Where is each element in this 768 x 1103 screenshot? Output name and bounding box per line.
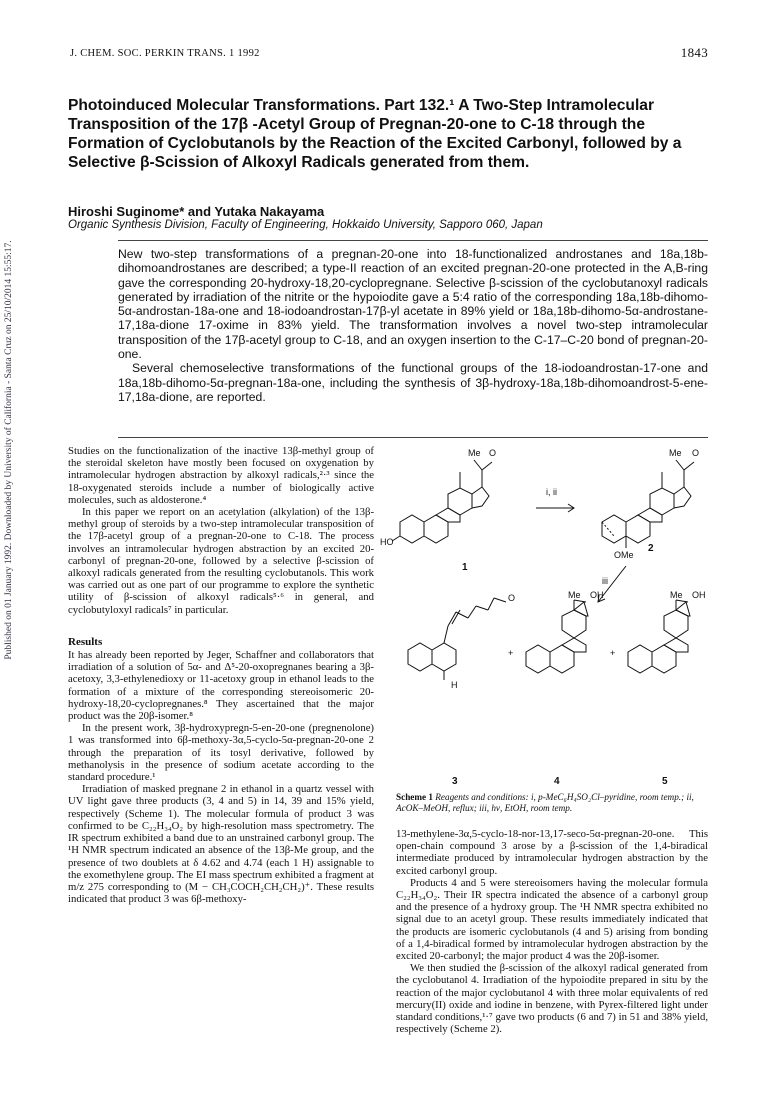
abstract-top-rule (118, 240, 708, 241)
label-oh: OH (590, 590, 604, 600)
right-column (396, 828, 708, 1035)
affiliation: Organic Synthesis Division, Faculty of Engineering, Hokkaido University, Sapporo 060, Japan (68, 219, 543, 231)
body-paragraph: 13-methylene-3α,5-cyclo-18-nor-13,17-seco-5α-pregnan-20-one. This open-chain compound 3 arose by a β-scission of the 1,4-biradical intermediate produced by intramolecular hydrogen abstraction by the excited carbonyl group. (396, 828, 708, 877)
label-h: H (451, 680, 458, 690)
abstract-paragraph: Several chemoselective transformations of the functional groups of the 18-iodoandrostan-17-one and 18a,18b-dihomo-5α-pregnan-18a-one, including the synthesis of 3β-hydroxy-18a,18b-dihomoandrost-5-ene-17,18a-dione, are reported. (118, 361, 708, 404)
compound-number: 3 (452, 776, 458, 787)
section-heading: Results (68, 635, 103, 648)
body-paragraph: We then studied the β-scission of the alkoxyl radical generated from the cyclobutanol 4. Irradiation of the hypoiodite prepared in situ by the reaction of the major cyclobutanol 4 with three molar equivalents of red mercury(II) oxide and iodine in benzene, with Pyrex-filtered light under standard conditions,¹·⁷ gave two products (6 and 7) in 51 and 38% yield, respectively (Scheme 2). (396, 962, 708, 1036)
caption-text: Reagents and conditions: i, p-MeC₆H₄SO₂Cl–pyridine, room temp.; ii, AcOK–MeOH, reflux; iii, hν, EtOH, room temp. (396, 792, 694, 813)
label-o: O (489, 448, 497, 458)
download-note: Published on 01 January 1992. Downloaded by University of California - Santa Cruz on 25/10/2014 15:55:17. (4, 240, 14, 660)
journal-header: J. CHEM. SOC. PERKIN TRANS. 1 1992 (70, 48, 260, 59)
left-column (68, 445, 374, 905)
authors: Hiroshi Suginome* and Yutaka Nakayama (68, 204, 325, 219)
article-title: Photoinduced Molecular Transformations. Part 132.¹ A Two-Step Intramolecular Transposition of the 17β -Acetyl Group of Pregnan-20-one to C-18 through the Formation of Cyclobutanols by the Reaction of the Excited Carbonyl, followed by a Selective β-Scission of Alkoxyl Radicals generated from them. (68, 97, 682, 171)
label-ome: OMe (614, 550, 634, 560)
compound-number: 1 (462, 562, 468, 573)
label-me: Me (669, 448, 682, 458)
reagents-i-ii: i, ii (546, 487, 557, 497)
body-paragraph: Irradiation of masked pregnane 2 in ethanol in a quartz vessel with UV light gave three products (3, 4 and 5) in 14, 39 and 15% yield, respectively (Scheme 1). The molecular formula of product 3 was confirmed to be C₂₂H₃₄O₂ by high-resolution mass spectrometry. The IR spectrum exhibited a band due to an unstrained carbonyl group. The ¹H NMR spectrum indicated an absence of the 13β-Me group, and the presence of two doublets at δ 4.62 and 4.74 (each 1 H) assignable to the exomethylene group. The EI mass spectrum exhibited a fragment at m/z 275 corresponding to (M − CH₃COCH₂CH₂CH₂)⁺. These results indicated that product 3 was 6β-methoxy- (68, 783, 374, 906)
body-paragraph: In this paper we report on an acetylation (alkylation) of the 13β-methyl group of steroids by a two-step intramolecular transposition of the 17β-acetyl group of a pregnan-20-one to C-18. The process involves an intramolecular hydrogen abstraction by an excited 20-carbonyl of pregnan-20-one, followed by a selective β-scission of alkoxyl radicals generated from the resulting cyclobutanols. This work was carried out as one part of our programme to explore the synthetic utility of β-scission of alkoxyl radicals⁵·⁶ in general, and cyclobutyloxyl radicals⁷ in particular. (68, 506, 374, 616)
body-paragraph: It has already been reported by Jeger, Schaffner and collaborators that irradiation of a solution of 5α- and Δ⁵-20-oxopregnanes bearing a 3β-acetoxy, 3,3-ethylenedioxy or 11-acetoxy group in ethanol leads to the formation of a mixture of the corresponding stereoisomeric 20-hydroxy-18,20-cyclopregnanes.⁸ They ascertained that the major product was the 20β-isomer.⁸ (68, 649, 374, 723)
compound-number: 4 (554, 776, 560, 787)
scheme-caption (396, 792, 708, 814)
page-number: 1843 (680, 45, 708, 60)
plus-sign: + (508, 648, 514, 658)
structure-5 (628, 600, 690, 673)
label-oh: OH (692, 590, 706, 600)
body-paragraph: In the present work, 3β-hydroxypregn-5-en-20-one (pregnenolone) 1 was transformed into 6β-methoxy-3α,5-cyclo-5α-pregnan-20-one 2 through the preparation of its tosyl derivative, followed by methanolysis in the presence of sodium acetate according to the standard procedure.¹ (68, 722, 374, 784)
structure-1 (392, 460, 492, 543)
compound-number: 5 (662, 776, 668, 787)
abstract-paragraph: New two-step transformations of a pregnan-20-one into 18-functionalized androstanes and 18a,18b-dihomoandrostanes are described; a type-II reaction of an excited pregnan-20-one protected in the A,B-ring gave the corresponding 20-hydroxy-18,20-cyclopregnane. Selective β-scission of the cyclobutanoxyl radicals generated by irradiation of the nitrite or the hypoiodite gave a 5:4 ratio of the corresponding 18a,18b-dihomo-5α-androstan-18a-one and 18-iodoandrostan-17β-yl acetate in 89% yield or 18a,18b-dihomo-5α-androstane-17,18a-dione 17-oxime in 83% yield. The transformation involves a novel two-step intramolecular transposition of the 17β-acetyl group to C-18, and an oxygen insertion to the C-17–C-20 bond of pregnan-20-one. (118, 247, 708, 362)
label-o: O (692, 448, 700, 458)
caption-label: Scheme 1 (396, 792, 433, 802)
label-me: Me (568, 590, 581, 600)
scheme-1-figure (376, 440, 716, 800)
structure-2 (602, 460, 694, 548)
body-paragraph: Products 4 and 5 were stereoisomers having the molecular formula C₂₂H₃₄O₂. Their IR spectra indicated the absence of a carbonyl group and the presence of a hydroxy group. The ¹H NMR spectra exhibited no signal due to an acetyl group. These results immediately indicated that the products are isomeric cyclobutanols (4 and 5) arising from bonding of a 1,4-biradical formed by intramolecular hydrogen abstraction by the excited 20-carbonyl; the major product 4 was the 20β-isomer. (396, 876, 708, 963)
abstract-bottom-rule (118, 437, 708, 438)
body-paragraph: Studies on the functionalization of the inactive 13β-methyl group of the steroidal skeleton have mostly been focused on oxygenation by intramolecular hydrogen abstraction by alkoxyl radicals,²·³ since the 18-oxygenated steroids include a number of biologically active molecules, such as aldosterone.⁴ (68, 445, 374, 506)
abstract (118, 247, 708, 404)
reagent-iii: iii (602, 576, 608, 586)
label-ho: HO (380, 537, 394, 547)
structure-3 (408, 598, 506, 680)
plus-sign: + (610, 648, 616, 658)
sidebar-note-container (4, 150, 18, 750)
label-me: Me (670, 590, 683, 600)
label-me: Me (468, 448, 481, 458)
label-o: O (508, 593, 516, 603)
compound-number: 2 (648, 543, 654, 554)
structure-4 (526, 600, 588, 673)
